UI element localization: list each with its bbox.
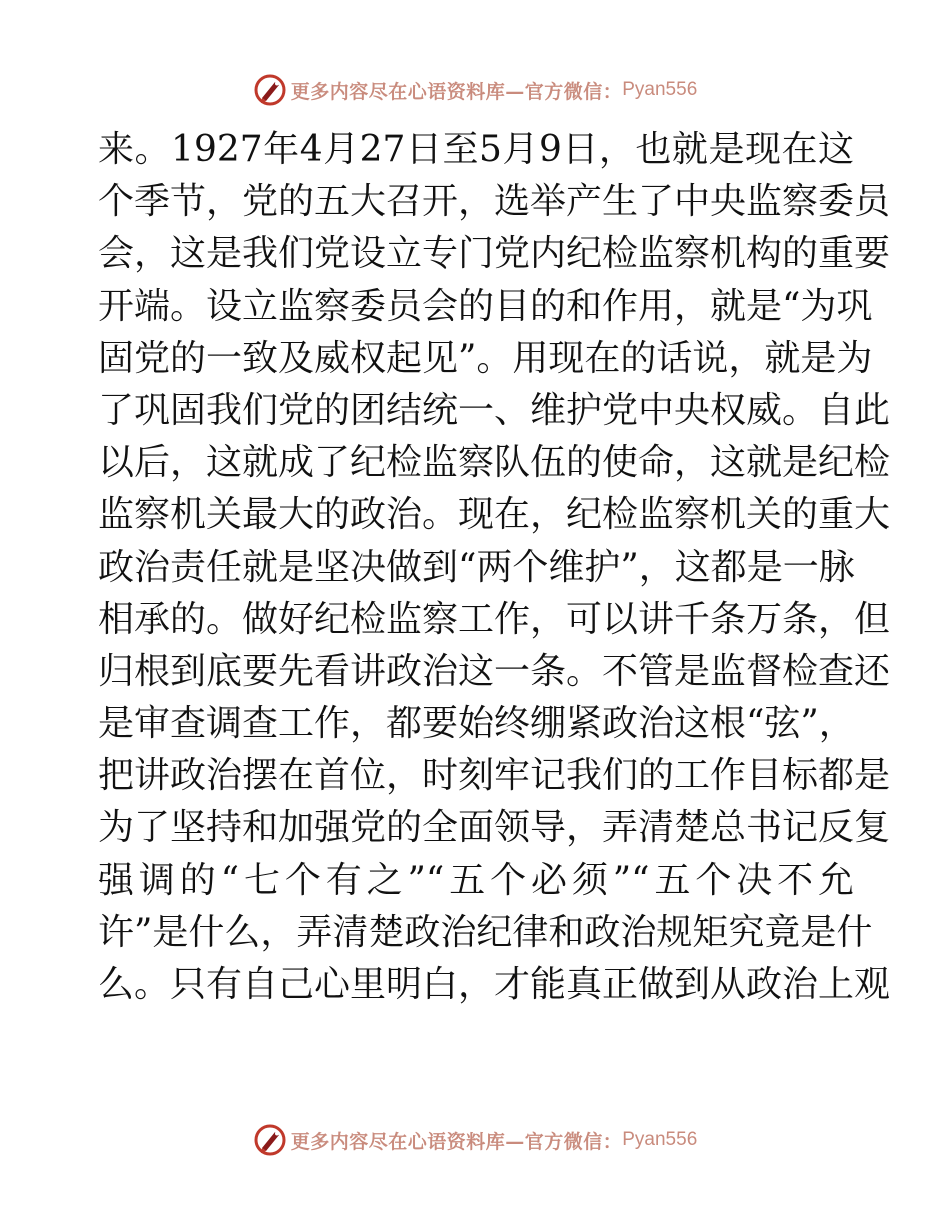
banner-contact: Pyan556 — [622, 79, 698, 100]
header-watermark-banner — [0, 70, 950, 110]
body-line: 为了坚持和加强党的全面领导，弄清楚总书记反复 — [98, 807, 891, 849]
body-line: 来。1927年4月27日至5月9日，也就是现在这 — [98, 129, 854, 170]
footer-watermark-banner — [0, 1120, 950, 1160]
body-line: 么。只有自己心里明白，才能真正做到从政治上观 — [98, 964, 891, 1005]
banner-contact: Pyan556 — [622, 1129, 698, 1150]
body-line: 许”是什么，弄清楚政治纪律和政治规矩究竟是什 — [98, 911, 873, 953]
body-line: 会，这是我们党设立专门党内纪检监察机构的重要 — [98, 233, 891, 275]
document-body — [98, 124, 891, 1011]
body-line: 个季节，党的五大召开，选举产生了中央监察委员 — [98, 181, 891, 223]
pen-logo-icon — [253, 1123, 287, 1157]
body-line: 监察机关最大的政治。现在，纪检监察机关的重大 — [98, 494, 891, 536]
body-line: 固党的一致及威权起见”。用现在的话说，就是为 — [98, 337, 873, 379]
body-line: 政治责任就是坚决做到“两个维护”，这都是一脉 — [98, 546, 855, 588]
body-line: 以后，这就成了纪检监察队伍的使命，这就是纪检 — [98, 442, 891, 484]
body-line: 归根到底要先看讲政治这一条。不管是监督检查还 — [98, 650, 891, 692]
body-line: 开端。设立监察委员会的目的和作用，就是“为巩 — [98, 285, 873, 327]
body-line: 把讲政治摆在首位，时刻牢记我们的工作目标都是 — [98, 755, 891, 797]
body-line: 是审查调查工作，都要始终绷紧政治这根“弦”， — [98, 703, 855, 745]
banner-text: 更多内容尽在心语资料库—官方微信： — [290, 1130, 623, 1153]
body-line: 了巩固我们党的团结统一、维护党中央权威。自此 — [98, 389, 891, 431]
pen-logo-icon — [253, 73, 287, 107]
banner-text: 更多内容尽在心语资料库—官方微信： — [290, 80, 623, 103]
body-line: 强调的“七个有之”“五个必须”“五个决不允 — [98, 859, 854, 901]
body-line: 相承的。做好纪检监察工作，可以讲千条万条，但 — [98, 598, 891, 640]
